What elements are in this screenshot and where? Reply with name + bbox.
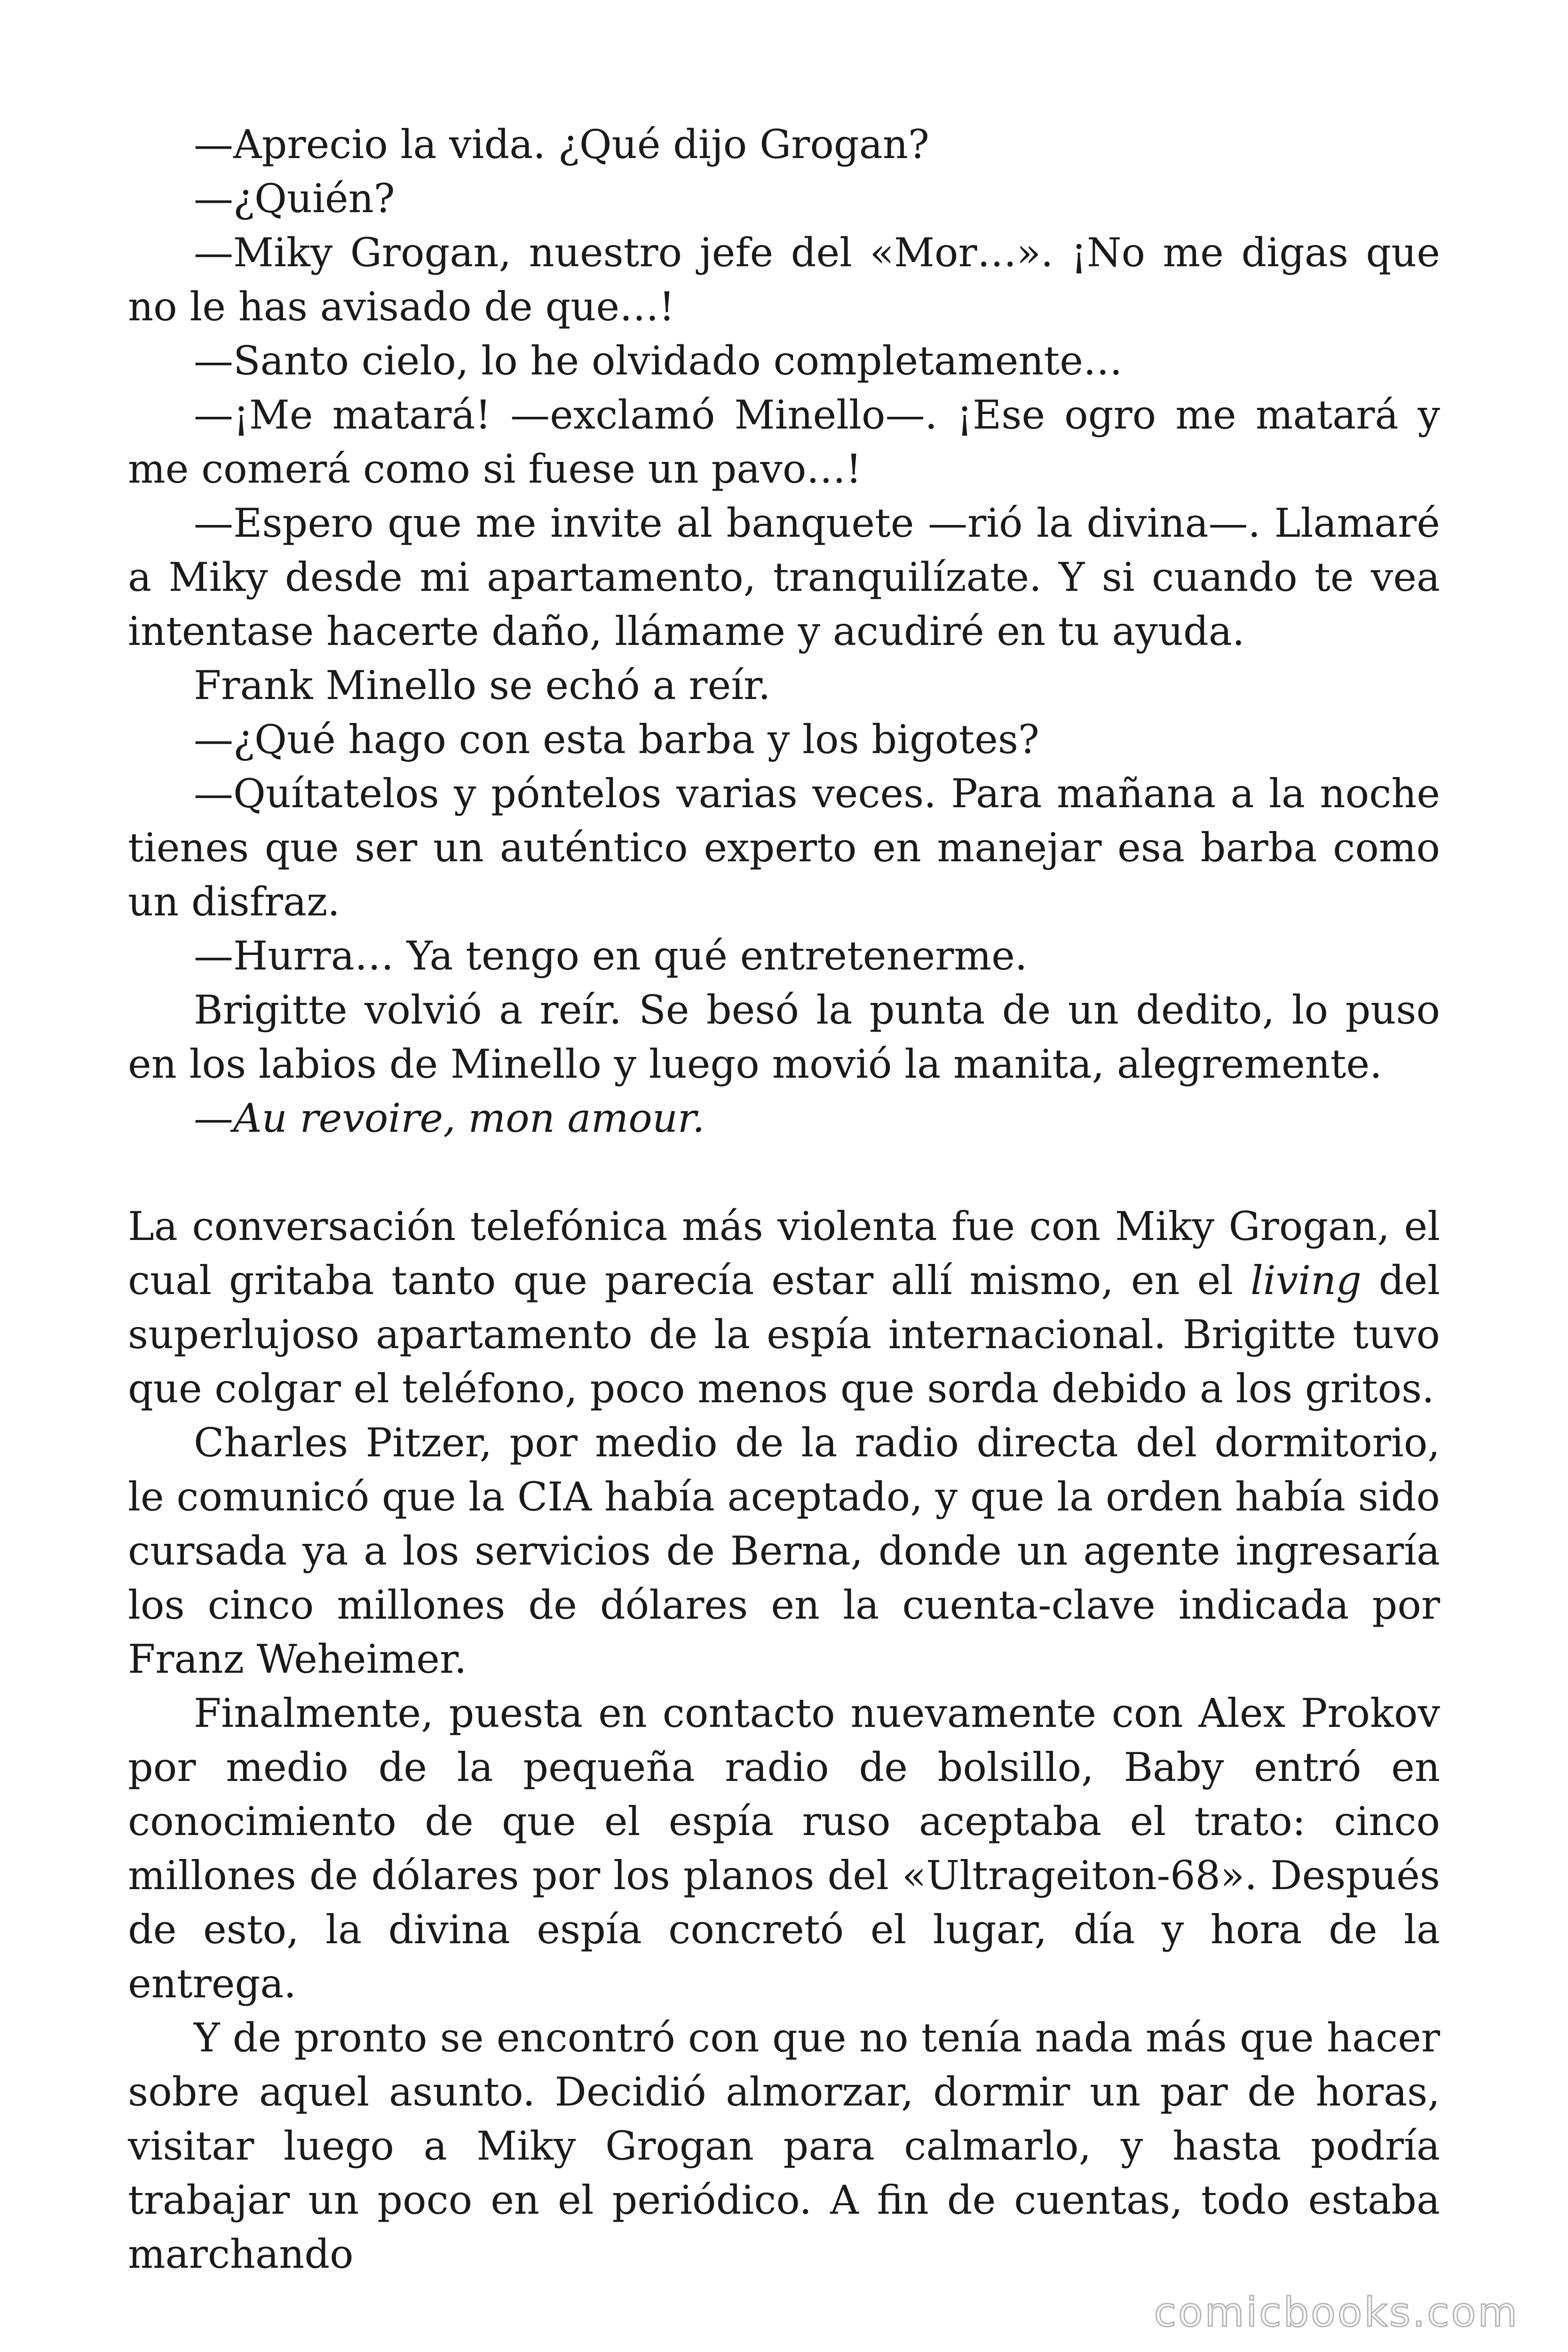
phone-call-text-end: del superlujoso apartamento de la espía internacional. Brigitte tuvo que colgar el teléfono, poco menos que sorda debido a los gritos. xyxy=(128,1257,1440,1412)
phone-call-italic-word: living xyxy=(1250,1257,1362,1303)
phone-call-text-start: La conversación telefónica más violenta fue con Miky Grogan, el cual gritaba tanto que parecía estar allí mismo, en el xyxy=(128,1203,1440,1303)
paragraph: Charles Pitzer, por medio de la radio directa del dormitorio, le comunicó que la CIA había aceptado, y que la orden había sido cursada ya a los servicios de Berna, donde un agente ingresaría los cinco millones de dólares en la cuenta-clave indicada por Franz Weheimer. xyxy=(128,1420,1440,1682)
watermark: comicbooks.com xyxy=(1154,2289,1519,2336)
paragraph: —¿Qué hago con esta barba y los bigotes? xyxy=(194,716,1039,763)
paragraph: —¡Me matará! —exclamó Minello—. ¡Ese ogro me matará y me comerá como si fuese un pavo…! xyxy=(128,392,1440,492)
paragraph: —Santo cielo, lo he olvidado completamente… xyxy=(194,338,1123,384)
paragraph: —¿Quién? xyxy=(194,175,395,222)
farewell-line: —Au revoire, mon amour. xyxy=(194,1095,705,1141)
paragraph: —Quítatelos y póntelos varias veces. Para mañana a la noche tienes que ser un auténtico experto en manejar esa barba como un disfraz. xyxy=(128,771,1440,925)
paragraph: Y de pronto se encontró con que no tenía nada más que hacer sobre aquel asunto. Decidió almorzar, dormir un par de horas, visitar luego a Miky Grogan para calmarlo, y hasta podría trabajar un poco en el periódico. A fin de cuentas, todo estaba marchando xyxy=(128,2015,1440,2277)
paragraph: —Miky Grogan, nuestro jefe del «Mor…». ¡No me digas que no le has avisado de que…! xyxy=(128,230,1440,330)
paragraph: Brigitte volvió a reír. Se besó la punta de un dedito, lo puso en los labios de Minello y luego movió la manita, alegremente. xyxy=(128,987,1440,1087)
paragraph: —Aprecio la vida. ¿Qué dijo Grogan? xyxy=(194,121,929,167)
paragraph: Finalmente, puesta en contacto nuevamente con Alex Prokov por medio de la pequeña radio de bolsillo, Baby entró en conocimiento de que el espía ruso aceptaba el trato: cinco millones de dólares por los planos del «Ultrageiton-68». Después de esto, la divina espía concretó el lugar, día y hora de la entrega. xyxy=(128,1690,1440,2007)
paragraph-phone-call xyxy=(128,1200,1440,1416)
paragraph: —Hurra… Ya tengo en qué entretenerme. xyxy=(194,933,1028,979)
page-text xyxy=(128,118,1440,2281)
paragraph: —Espero que me invite al banquete —rió la divina—. Llamaré a Miky desde mi apartamento, tranquilízate. Y si cuando te vea intentase hacerte daño, llámame y acudiré en tu ayuda. xyxy=(128,500,1440,654)
paragraph: Frank Minello se echó a reír. xyxy=(194,662,771,708)
